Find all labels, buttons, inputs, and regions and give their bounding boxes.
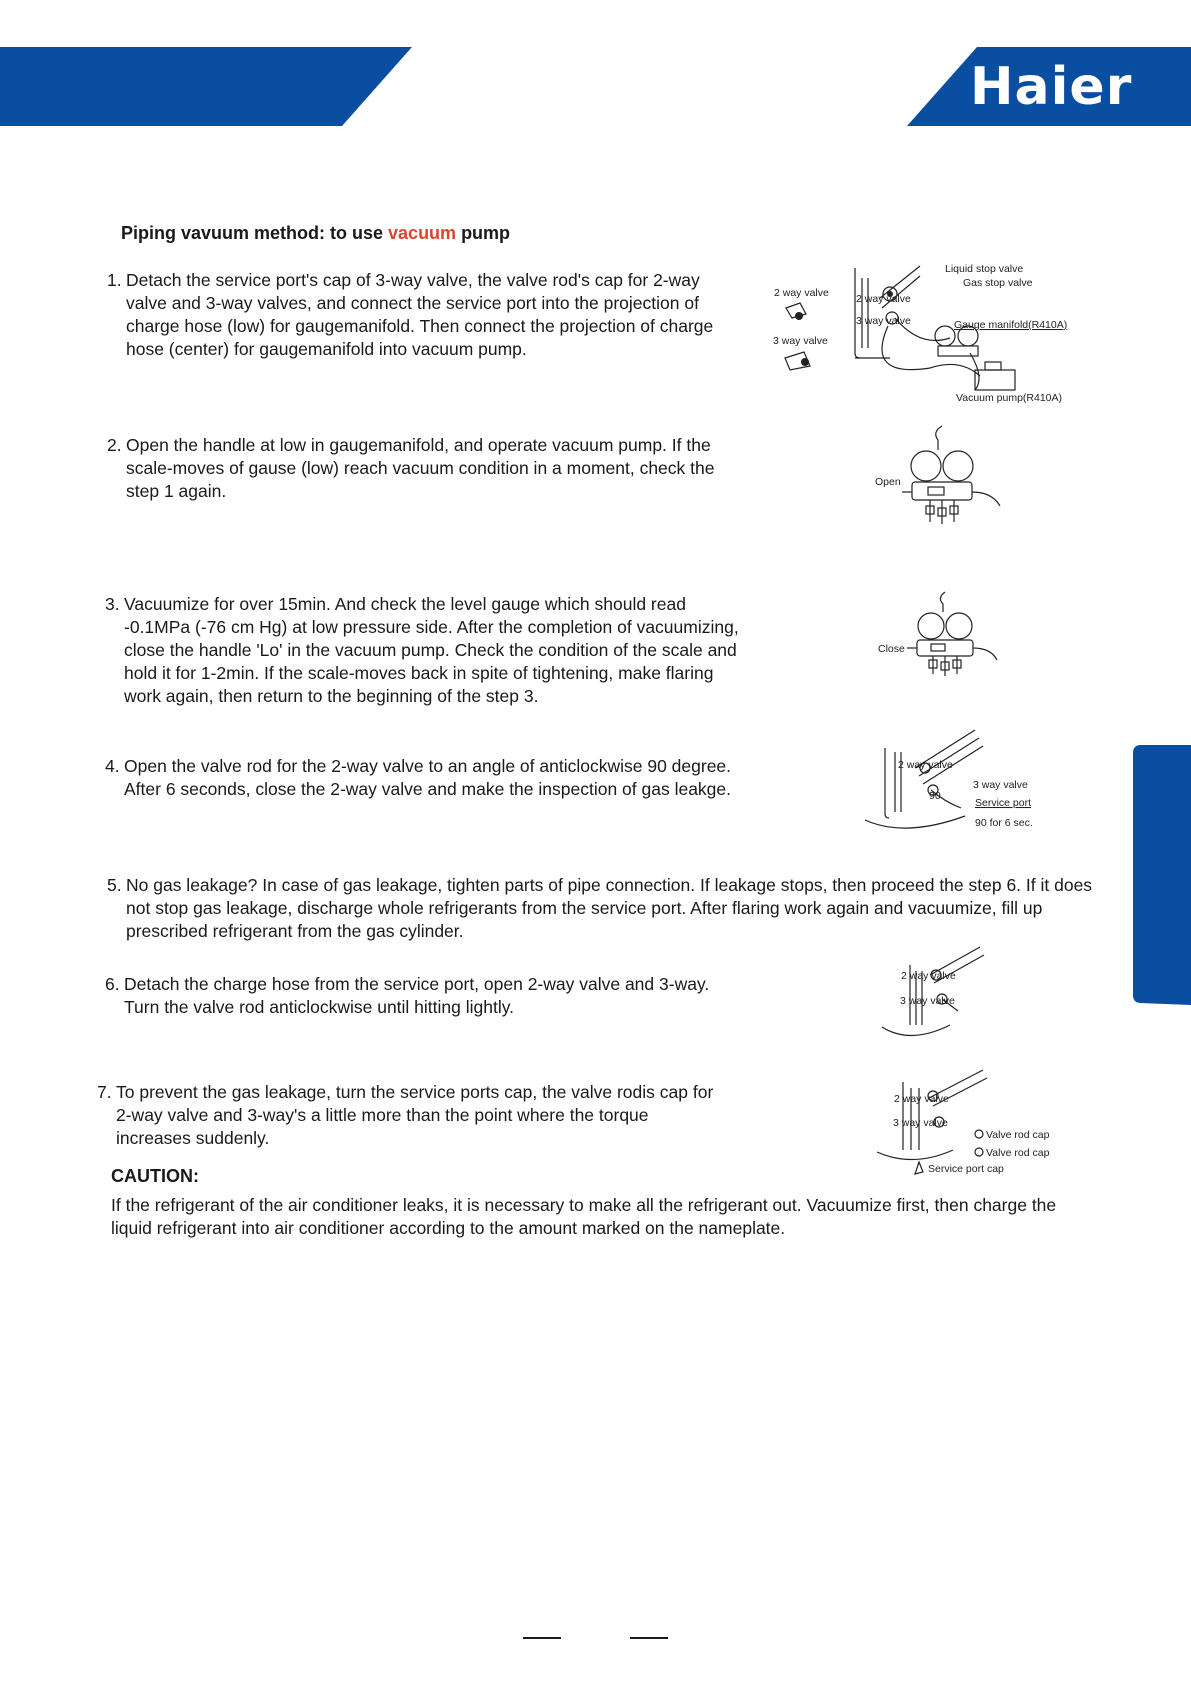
fig7-label-valve-rod-cap-1: Valve rod cap [986, 1129, 1050, 1141]
header-band-left [0, 47, 415, 126]
fig7-label-valve-rod-cap-2: Valve rod cap [986, 1147, 1050, 1159]
fig1-label-2way: 2 way valve [774, 287, 829, 299]
fig6-label-2way: 2 way valve [901, 970, 956, 982]
step-text: Open the valve rod for the 2-way valve to an angle of anticlockwise 90 degree. After 6 seconds, close the 2-way valve and make the inspection of gas leakge. [124, 756, 732, 799]
fig4-label-service-port: Service port [975, 797, 1032, 809]
step-number: 6. [105, 974, 120, 994]
fig1-label-3way-b: 3 way valve [856, 315, 911, 327]
fig4-label-90: 90 [929, 790, 941, 802]
step-4 [105, 755, 735, 801]
step-text: To prevent the gas leakage, turn the service ports cap, the valve rodis cap for 2-way valve and 3-way's a little more than the point where the torque increases suddenly. [116, 1082, 714, 1148]
fig4-label-90-6sec: 90 for 6 sec. [975, 817, 1033, 829]
fig1-label-vacuum-pump: Vacuum pump(R410A) [956, 392, 1063, 404]
fig1-label-gauge-manifold: Gauge manifold(R410A) [954, 319, 1068, 331]
step-number: 1. [107, 270, 122, 290]
fig7-label-service-port-cap: Service port cap [928, 1163, 1004, 1175]
title-suffix: pump [456, 223, 511, 243]
title-prefix: Piping vavuum method: to use [121, 223, 389, 243]
figure-vacuum-setup [770, 258, 1090, 408]
fig1-label-2way-b: 2 way valve [856, 293, 911, 305]
haier-logo: Haier [970, 57, 1133, 117]
fig1-label-gas-stop: Gas stop valve [963, 277, 1033, 289]
side-tab [1133, 745, 1191, 1005]
fig6-label-3way: 3 way valve [900, 995, 955, 1007]
figure-open-valves [880, 945, 1010, 1040]
caution-text: If the refrigerant of the air conditioner leaks, it is necessary to make all the refrigerant out. Vacuumize first, then charge the liquid refrigerant into air conditioner according to the amount marked on the nameplate. [111, 1195, 1057, 1238]
step-text: No gas leakage? In case of gas leakage, tighten parts of pipe connection. If leakage stops, then proceed the step 6. If it does not stop gas leakage, discharge whole refrigerants from the service port. After flaring work again and vacuumize, fill up prescribed refrigerant from the gas cylinder. [126, 875, 1093, 941]
fig1-label-liquid-stop: Liquid stop valve [945, 263, 1024, 275]
caution-heading: CAUTION: [111, 1166, 199, 1186]
footer-line-left [523, 1637, 561, 1639]
step-number: 4. [105, 756, 120, 776]
fig2-label-open: Open [875, 476, 901, 488]
step-text: Open the handle at low in gaugemanifold, and operate vacuum pump. If the scale-moves of gause (low) reach vacuum condition in a moment, check the step 1 again. [126, 435, 715, 501]
figure-manifold-close [875, 590, 1015, 690]
fig4-label-3way: 3 way valve [973, 779, 1028, 791]
figure-valve-rotation [865, 728, 1045, 838]
fig1-label-3way: 3 way valve [773, 335, 828, 347]
step-7 [97, 1081, 727, 1150]
step-1 [107, 269, 737, 361]
step-text: Detach the charge hose from the service port, open 2-way valve and 3-way. Turn the valve rod anticlockwise until hitting lightly. [124, 974, 710, 1017]
page-title [121, 223, 510, 244]
step-3 [105, 593, 745, 708]
step-text: Vacuumize for over 15min. And check the level gauge which should read -0.1MPa (-76 cm Hg) at low pressure side. After the completion of vacuumizing, close the handle 'Lo' in the vacuum pump. Check the condition of the scale and hold it for 1-2min. If the scale-moves back in spite of tightening, make flaring work again, then return to the beginning of the step 3. [124, 594, 739, 706]
step-number: 7. [97, 1082, 112, 1102]
fig4-label-2way: 2 way valve [898, 759, 953, 771]
fig3-label-close: Close [878, 643, 905, 655]
step-6 [105, 973, 745, 1019]
step-text: Detach the service port's cap of 3-way valve, the valve rod's cap for 2-way valve and 3-way valves, and connect the service port into the projection of charge hose (low) for gaugemanifold. Then connect the projection of charge hose (center) for gaugemanifold into vacuum pump. [126, 270, 714, 359]
step-5 [107, 874, 1097, 943]
footer-line-right [630, 1637, 668, 1639]
step-number: 3. [105, 594, 120, 614]
title-highlight: vacuum [388, 223, 457, 243]
step-number: 5. [107, 875, 122, 895]
figure-manifold-open [872, 422, 1012, 537]
step-2 [107, 434, 739, 503]
fig7-label-2way: 2 way valve [894, 1093, 949, 1105]
fig7-label-3way: 3 way valve [893, 1117, 948, 1129]
figure-caps [873, 1068, 1053, 1178]
step-number: 2. [107, 435, 122, 455]
